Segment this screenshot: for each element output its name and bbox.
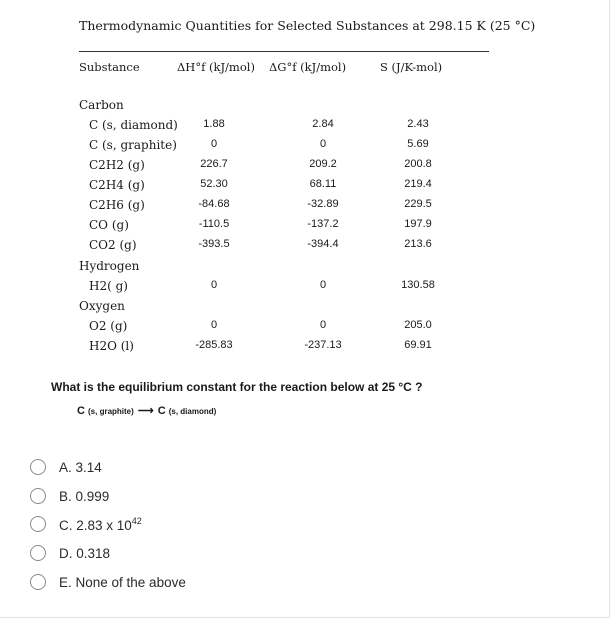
product-state: (s, diamond) <box>168 407 217 416</box>
enthalpy-value: 0 <box>210 319 218 331</box>
substance-name: C (s, diamond) <box>89 118 178 132</box>
substance-name: C2H2 (g) <box>89 158 145 172</box>
entropy-value: 69.91 <box>404 339 432 351</box>
category-row-oxygen <box>0 299 611 319</box>
table-row <box>0 339 611 359</box>
enthalpy-value: 0 <box>210 279 218 291</box>
table-row <box>0 158 611 178</box>
header-substance: Substance <box>79 60 140 74</box>
option-label[interactable]: B. 0.999 <box>59 488 110 504</box>
radio-button[interactable] <box>30 516 46 532</box>
gibbs-value: -394.4 <box>307 238 339 250</box>
radio-button[interactable] <box>30 488 46 504</box>
option-label-wrapper[interactable] <box>59 516 142 533</box>
option-label[interactable]: E. None of the above <box>59 574 186 590</box>
enthalpy-value: -393.5 <box>198 238 230 250</box>
category-label: Carbon <box>79 98 124 112</box>
substance-name: CO2 (g) <box>89 238 137 252</box>
entropy-value: 205.0 <box>404 319 432 331</box>
table-row <box>0 178 611 198</box>
enthalpy-value: 226.7 <box>200 158 228 170</box>
substance-name: C2H4 (g) <box>89 178 145 192</box>
option-label[interactable]: A. 3.14 <box>59 459 102 475</box>
table-row <box>0 319 611 339</box>
option-c[interactable] <box>30 514 142 534</box>
gibbs-value: -137.2 <box>307 218 339 230</box>
question-text: What is the equilibrium constant for the reaction below at 25 °C ? <box>51 380 423 394</box>
enthalpy-value: -84.68 <box>198 198 230 210</box>
entropy-value: 219.4 <box>404 178 432 190</box>
title-divider <box>79 51 489 52</box>
substance-name: CO (g) <box>89 218 129 232</box>
substance-name: C2H6 (g) <box>89 198 145 212</box>
enthalpy-value: 0 <box>210 138 218 150</box>
option-b[interactable] <box>30 486 109 506</box>
gibbs-value: 0 <box>319 279 327 291</box>
category-label: Oxygen <box>79 299 125 313</box>
radio-button[interactable] <box>30 574 46 590</box>
option-e[interactable] <box>30 572 186 592</box>
table-title: Thermodynamic Quantities for Selected Substances at 298.15 K (25 °C) <box>79 18 536 33</box>
category-row-carbon <box>0 98 611 118</box>
table-row <box>0 218 611 238</box>
entropy-value: 5.69 <box>407 138 429 150</box>
option-a[interactable] <box>30 457 102 477</box>
reactant-state: (s, graphite) <box>88 407 134 416</box>
header-enthalpy: ΔH°f (kJ/mol) <box>177 60 255 74</box>
enthalpy-value: -285.83 <box>195 339 233 351</box>
table-row <box>0 279 611 299</box>
header-entropy: S (J/K-mol) <box>380 60 443 74</box>
table-row <box>0 118 611 138</box>
option-label[interactable]: C. 2.83 x 10 <box>59 517 132 533</box>
option-d[interactable] <box>30 543 110 563</box>
table-row <box>0 238 611 258</box>
radio-button[interactable] <box>30 545 46 561</box>
gibbs-value: 209.2 <box>309 158 337 170</box>
entropy-value: 200.8 <box>404 158 432 170</box>
entropy-value: 130.58 <box>401 279 435 291</box>
enthalpy-value: 52.30 <box>200 178 228 190</box>
entropy-value: 229.5 <box>404 198 432 210</box>
product: C <box>157 405 166 417</box>
gibbs-value: 68.11 <box>309 178 337 190</box>
entropy-value: 213.6 <box>404 238 432 250</box>
category-label: Hydrogen <box>79 259 140 273</box>
reaction-arrow-icon: ⟶ <box>137 405 154 417</box>
gibbs-value: 2.84 <box>312 118 334 130</box>
table-row <box>0 198 611 218</box>
enthalpy-value: 1.88 <box>203 118 225 130</box>
gibbs-value: 0 <box>319 138 327 150</box>
gibbs-value: 0 <box>319 319 327 331</box>
reaction-equation <box>77 404 216 417</box>
substance-name: C (s, graphite) <box>89 138 177 152</box>
substance-name: H2O (l) <box>89 339 134 353</box>
table-row <box>0 138 611 158</box>
option-label[interactable]: D. 0.318 <box>59 545 111 561</box>
substance-name: H2( g) <box>89 279 128 293</box>
header-gibbs: ΔG°f (kJ/mol) <box>269 60 347 74</box>
gibbs-value: -32.89 <box>307 198 339 210</box>
entropy-value: 197.9 <box>404 218 432 230</box>
category-row-hydrogen <box>0 259 611 279</box>
reactant: C <box>77 405 85 417</box>
substance-name: O2 (g) <box>89 319 128 333</box>
gibbs-value: -237.13 <box>304 339 342 351</box>
entropy-value: 2.43 <box>407 118 429 130</box>
option-exponent: 42 <box>131 515 142 526</box>
radio-button[interactable] <box>30 459 46 475</box>
enthalpy-value: -110.5 <box>198 218 230 230</box>
